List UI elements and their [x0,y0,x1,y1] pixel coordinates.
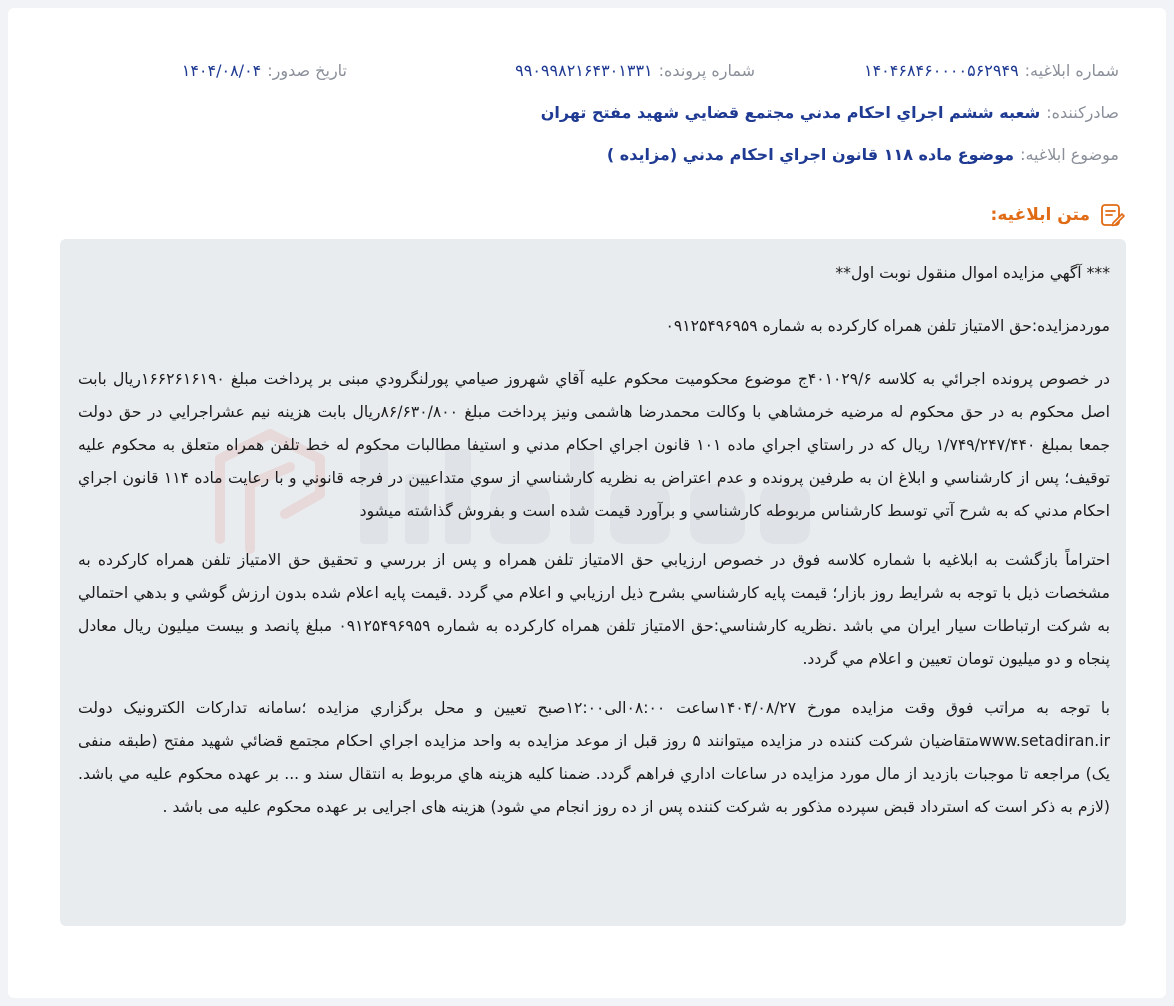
subject-label: موضوع ابلاغيه: [1020,144,1119,164]
issuer-row [48,98,1119,126]
issuer-value: شعبه ششم اجراي احکام مدني مجتمع قضايي شهيد مفتح تهران [540,102,1041,122]
subject-row [48,140,1119,168]
notice-card [8,8,1166,998]
case-number [463,61,755,80]
case-number-label: شماره پرونده: [658,60,755,80]
notice-text [78,257,1110,840]
case-number-value: ۹۹۰۹۹۸۲۱۶۴۳۰۱۳۳۱ [515,60,653,80]
notice-paragraph: موردمزايده:حق الامتياز تلفن همراه کارکرده به شماره ۰۹۱۲۵۴۹۶۹۵۹ [665,317,1110,335]
notice-text-box [60,239,1126,926]
notice-paragraph: با توجه به مراتب فوق وقت مزايده مورخ ۱۴۰۴/۰۸/۲۷ساعت ۰۸:۰۰الی۱۲:۰۰صبح تعيين و محل برگزاري مزايده ؛سامانه تدارکات الکترونيک دولت www.setadiran.irمتقاضيان شرکت کننده در مزايده ميتوانند ۵ روز قبل از موعد مزايده به واحد مزايده اجراي احکام مجتمع قضائي شهيد مفتح (طبقه منفی يک) مراجعه تا موجبات بازديد از مال مورد مزايده در ساعات اداري فراهم گردد. ضمنا کليه هزينه هاي مربوط به انتقال سند و ... بر عهده محکوم عليه مي باشد.(لازم به ذکر است که استرداد قبض سپرده مذکور به شرکت کننده پس از ده روز انجام مي شود) هزينه های اجرایی بر عهده محکوم علیه می باشد . [78,699,1111,816]
notice-number [863,60,1119,80]
issue-date [182,61,347,80]
document-edit-icon [1098,201,1126,229]
subject-value: موضوع ماده ۱۱۸ قانون اجراي احکام مدني (مزايده ) [606,144,1015,164]
section-title [991,201,1126,229]
notice-paragraph: احتراماً بازگشت به ابلاغيه با شماره کلاسه فوق در خصوص ارزيابي حق الامتياز تلفن همراه و پس از بررسي و تحقيق حق الامتياز تلفن همراه کارکرده به مشخصات ذيل با توجه به شرايط روز بازار؛ قيمت پايه کارشناسي بشرح ذيل ارزيابي و اعلام مي گردد .قيمت پايه اعلام شده بدون ارزش گوشي و بدهي احتمالي به شرکت ارتباطات سيار ايران مي باشد .نظريه کارشناسي:حق الامتياز تلفن همراه کارکرده به شماره ۰۹۱۲۵۴۹۶۹۵۹ مبلغ پانصد و بيست ميليون ريال معادل پنجاه و دو ميليون تومان تعيين و اعلام مي گردد. [78,551,1110,668]
notice-number-value: ۱۴۰۴۶۸۴۶۰۰۰۰۵۶۲۹۴۹ [863,60,1019,80]
issuer-label: صادرکننده: [1046,102,1119,122]
notice-meta-row [48,56,1119,84]
section-title-text: متن ابلاغيه: [990,205,1090,225]
notice-paragraph: *** آگهي مزايده اموال منقول نوبت اول** [835,264,1110,282]
notice-paragraph: در خصوص پرونده اجرائي به کلاسه ۴۰۱۰۲۹/۶ج موضوع محکوميت محکوم عليه آقاي شهروز صيامي پورلنگرودي مبنی بر پرداخت مبلغ ۱۶۶۲۶۱۶۱۹۰ريال بابت اصل محکوم به در حق محکوم له مرضيه خرمشاهي با وکالت محمدرضا هاشمی ونيز پرداخت مبلغ ۸۶/۶۳۰/۸۰۰ريال بابت هزينه نيم عشراجرايي در حق دولت جمعا بمبلغ ۱/۷۴۹/۲۴۷/۴۴۰ ريال که در راستاي اجراي ماده ۱۰۱ قانون اجراي احکام مدني و استيفا مطالبات محکوم له خط تلفن همراه متعلق به محکوم عليه توقيف؛ پس از کارشناسي و ابلاغ ان به طرفين پرونده و عدم اعتراض به نظريه کارشناسي از سوي متداعيين در فرجه قانوني و با رعايت ماده ۱۱۴ قانون اجراي احکام مدني که به شرح آتي توسط کارشناس مربوطه کارشناسي و برآورد قيمت شده است و بفروش گذاشته ميشود [78,370,1110,520]
notice-number-label: شماره ابلاغيه: [1024,60,1119,80]
issue-date-label: تاريخ صدور: [267,60,347,80]
issue-date-value: ۱۴۰۴/۰۸/۰۴ [181,60,262,80]
